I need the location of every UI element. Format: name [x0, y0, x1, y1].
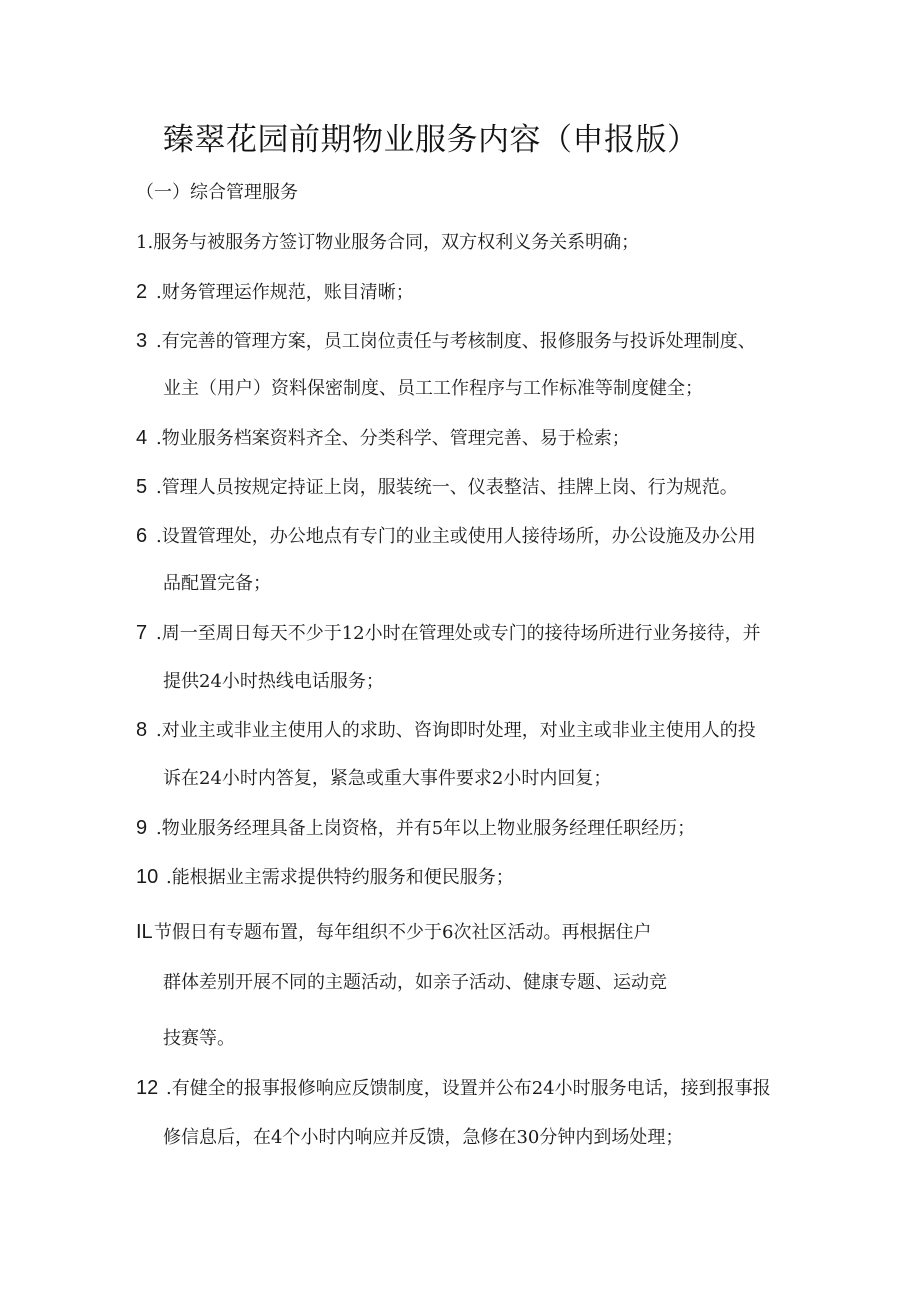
item-text: .财务管理运作规范，账目清晰；: [156, 282, 414, 303]
item-number: IL: [136, 921, 153, 943]
item-number: 2: [136, 281, 148, 303]
item-number: 5: [136, 476, 148, 498]
list-item: [136, 621, 761, 646]
section-heading: （一）综合管理服务: [136, 182, 298, 203]
item-text: .设置管理处，办公地点有专门的业主或使用人接待场所，办公设施及办公用: [156, 526, 756, 547]
list-item-continuation: 业主（用户）资料保密制度、员工工作程序与工作标准等制度健全；: [163, 378, 703, 399]
item-number: 7: [136, 622, 148, 644]
item-text: 服务与被服务方签订物业服务合同，双方权利义务关系明确；: [153, 232, 640, 253]
item-text: .物业服务档案资料齐全、分类科学、管理完善、易于检索；: [156, 428, 630, 449]
item-text: .周一至周日每天不少于12小时在管理处或专门的接待场所进行业务接待，并: [156, 623, 761, 644]
item-number: 9: [136, 817, 148, 839]
list-item: [136, 329, 756, 354]
item-text: .管理人员按规定持证上岗，服装统一、仪表整洁、挂牌上岗、行为规范。: [156, 477, 738, 498]
list-item: [136, 280, 414, 305]
list-item-continuation: 品配置完备；: [163, 573, 271, 594]
list-item: [136, 865, 514, 890]
list-item: [136, 231, 639, 255]
list-item-continuation: 修信息后，在4个小时内响应并反馈，急修在30分钟内到场处理；: [163, 1127, 684, 1148]
item-text: .有完善的管理方案，员工岗位责任与考核制度、报修服务与投诉处理制度、: [156, 331, 756, 352]
list-item: [136, 426, 630, 451]
item-number: 8: [136, 719, 148, 741]
item-text: .对业主或非业主使用人的求助、咨询即时处理，对业主或非业主使用人的投: [156, 720, 756, 741]
list-item-continuation: 诉在24小时内答复，紧急或重大事件要求2小时内回复；: [163, 768, 612, 789]
item-text: .有健全的报事报修响应反馈制度，设置并公布24小时服务电话，接到报事报: [166, 1078, 771, 1099]
item-number: 4: [136, 427, 148, 449]
item-number: 10: [136, 866, 159, 888]
list-item: [136, 920, 651, 945]
list-item-continuation: 技赛等。: [163, 1028, 235, 1049]
list-item-continuation: 提供24小时热线电话服务；: [163, 671, 384, 692]
list-item: [136, 816, 695, 841]
list-item: [136, 718, 756, 743]
item-number: 6: [136, 525, 148, 547]
document-title: 臻翠花园前期物业服务内容（申报版）: [163, 122, 699, 158]
item-text: .能根据业主需求提供特约服务和便民服务；: [166, 867, 514, 888]
list-item: [136, 524, 756, 549]
item-text: .物业服务经理具备上岗资格，并有5年以上物业服务经理任职经历；: [156, 818, 696, 839]
item-number: 3: [136, 330, 148, 352]
item-text: 节假日有专题布置，每年组织不少于6次社区活动。再根据住户: [154, 922, 652, 943]
list-item: [136, 1076, 771, 1101]
list-item: [136, 475, 738, 500]
list-item-continuation: 群体差别开展不同的主题活动，如亲子活动、健康专题、运动竞: [163, 972, 667, 993]
item-number: 1.: [136, 232, 154, 253]
item-number: 12: [136, 1077, 159, 1099]
